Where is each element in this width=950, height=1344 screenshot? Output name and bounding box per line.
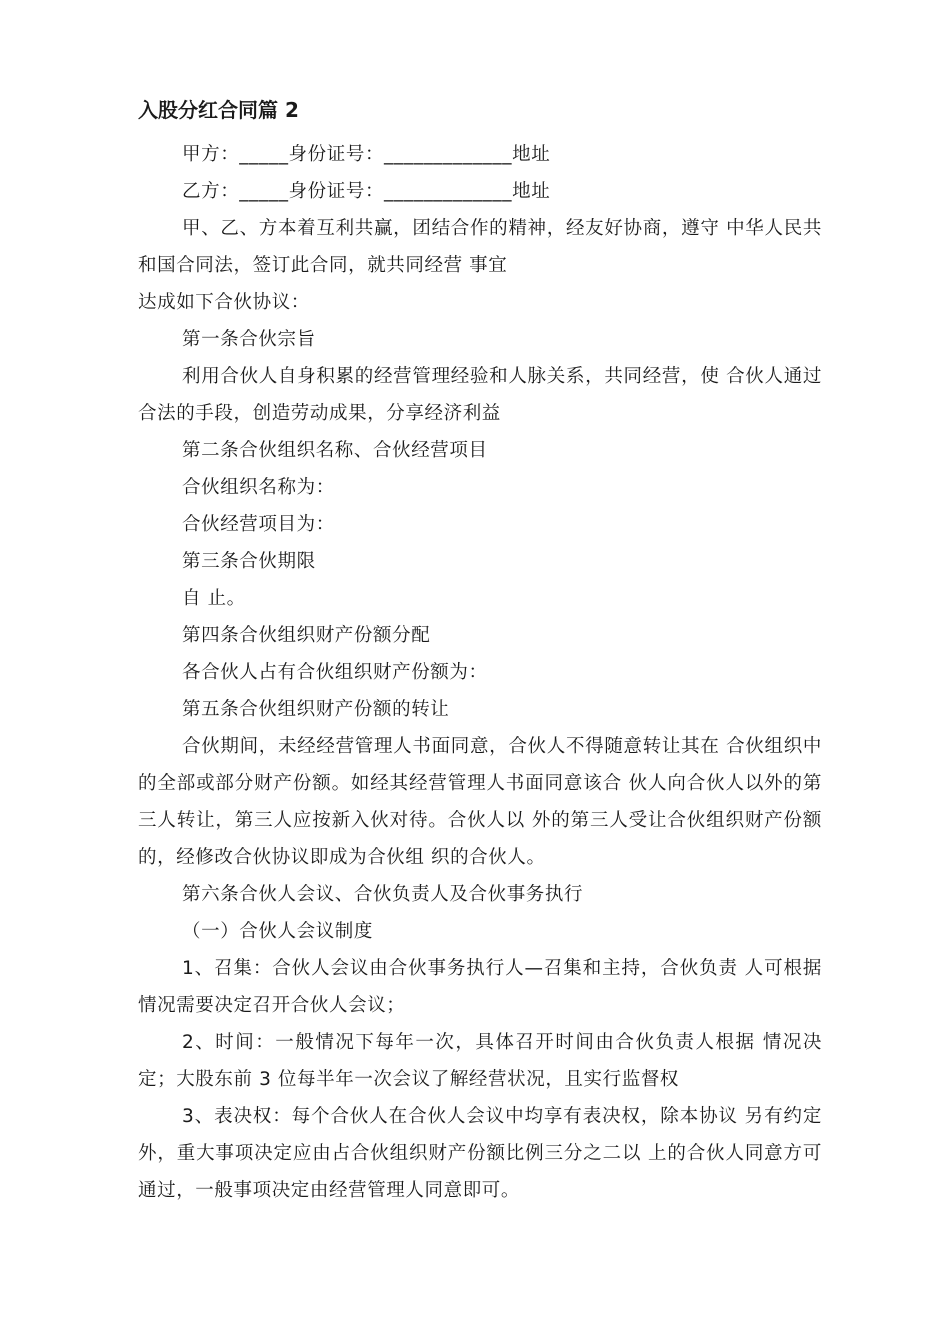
paragraph: 第四条合伙组织财产份额分配 bbox=[182, 625, 431, 646]
paragraph: （一）合伙人会议制度 bbox=[182, 921, 374, 942]
paragraph: 达成如下合伙协议： bbox=[138, 292, 310, 313]
document-body bbox=[138, 94, 822, 1209]
paragraph: 1、召集：合伙人会议由合伙事务执行人—召集和主持，合伙负责 人可根据情况需要决定召开合伙人会议； bbox=[138, 958, 822, 1016]
paragraph: 甲、乙、方本着互利共赢，团结合作的精神，经友好协商，遵守 中华人民共和国合同法，签订此合同，就共同经营 事宜 bbox=[138, 218, 822, 276]
paragraph: 甲方：_____身份证号：_____________地址 bbox=[182, 144, 551, 165]
paragraph: 合伙组织名称为： bbox=[182, 477, 335, 498]
paragraph: 合伙期间，未经经营管理人书面同意，合伙人不得随意转让其在 合伙组织中的全部或部分财产份额。如经其经营管理人书面同意该合 伙人向合伙人以外的第三人转让，第三人应按新入伙对待。合伙人以 外的第三人受让合伙组织财产份额的，经修改合伙协议即成为合伙组 织的合伙人。 bbox=[138, 736, 822, 868]
paragraph: 第五条合伙组织财产份额的转让 bbox=[182, 699, 450, 720]
document-title: 入股分红合同篇 2 bbox=[138, 98, 299, 122]
paragraph: 3、表决权：每个合伙人在合伙人会议中均享有表决权，除本协议 另有约定外，重大事项决定应由占合伙组织财产份额比例三分之二以 上的合伙人同意方可通过，一般事项决定由经营管理人同意即可。 bbox=[138, 1106, 822, 1201]
paragraph-list bbox=[138, 136, 822, 1209]
paragraph: 第二条合伙组织名称、合伙经营项目 bbox=[182, 440, 488, 461]
paragraph: 第六条合伙人会议、合伙负责人及合伙事务执行 bbox=[182, 884, 584, 905]
paragraph: 自 止。 bbox=[182, 588, 246, 609]
paragraph: 第三条合伙期限 bbox=[182, 551, 316, 572]
paragraph: 乙方：_____身份证号：_____________地址 bbox=[182, 181, 551, 202]
paragraph: 各合伙人占有合伙组织财产份额为： bbox=[182, 662, 488, 683]
paragraph: 第一条合伙宗旨 bbox=[182, 329, 316, 350]
paragraph: 合伙经营项目为： bbox=[182, 514, 335, 535]
paragraph: 利用合伙人自身积累的经营管理经验和人脉关系，共同经营，使 合伙人通过合法的手段，创造劳动成果，分享经济利益 bbox=[138, 366, 822, 424]
paragraph: 2、时间：一般情况下每年一次，具体召开时间由合伙负责人根据 情况决定；大股东前 3 位每半年一次会议了解经营状况，且实行监督权 bbox=[138, 1032, 822, 1090]
